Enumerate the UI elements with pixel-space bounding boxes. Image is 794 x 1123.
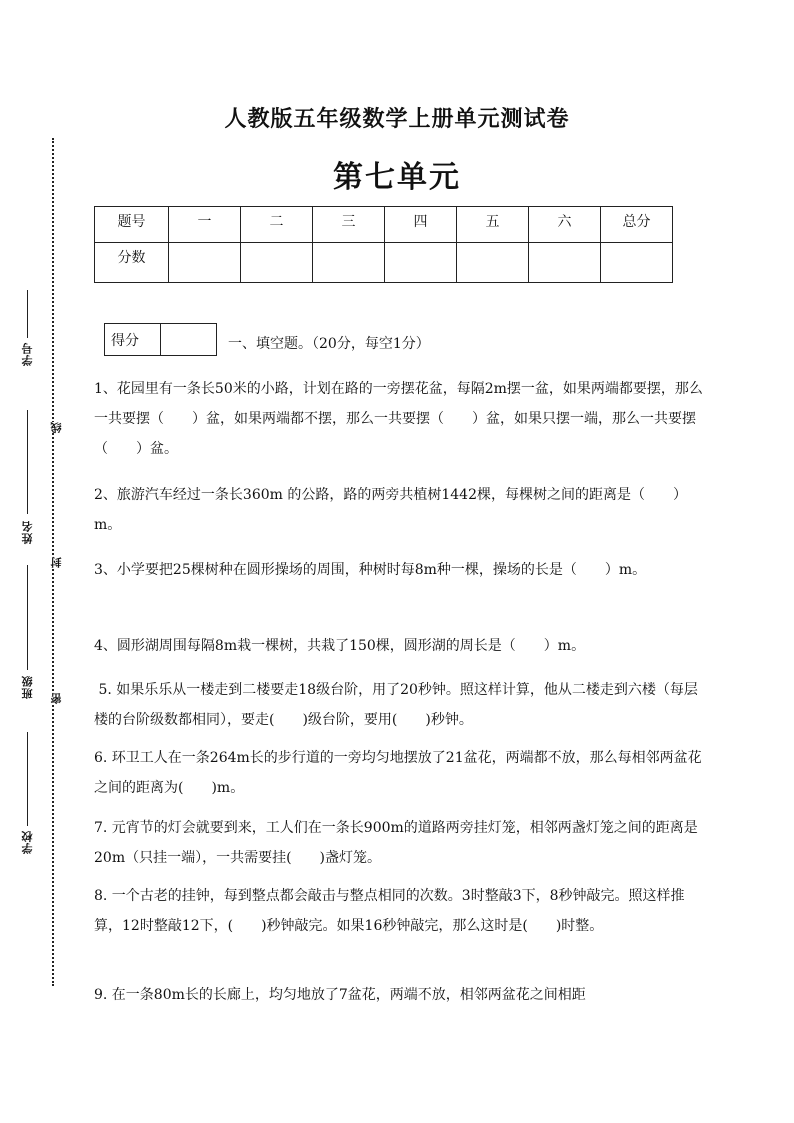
student-id-label: 学号 bbox=[21, 342, 34, 366]
page-title: 人教版五年级数学上册单元测试卷 bbox=[224, 106, 570, 132]
score-blank-cell[interactable] bbox=[169, 243, 241, 283]
score-blank-cell[interactable] bbox=[313, 243, 385, 283]
section-score-blank[interactable] bbox=[161, 324, 217, 356]
question-7: 7. 元宵节的灯会就要到来，工人们在一条长900m的道路两旁挂灯笼，相邻两盏灯笼之间的距离是20m（只挂一端），一共需要挂( )盏灯笼。 bbox=[94, 820, 698, 866]
score-blank-cell[interactable] bbox=[457, 243, 529, 283]
student-id-line bbox=[27, 290, 28, 338]
seal-char-line: 线 bbox=[50, 422, 63, 433]
score-blank-cell[interactable] bbox=[241, 243, 313, 283]
question-9: 9. 在一条80m长的长廊上，均匀地放了7盆花，两端不放，相邻两盆花之间相距 bbox=[94, 987, 586, 1003]
question-2: 2、旅游汽车经过一条长360m 的公路，路的两旁共植树1442棵，每棵树之间的距离是（ ）m。 bbox=[94, 487, 687, 533]
section-score-box bbox=[104, 323, 217, 356]
score-table-header-row bbox=[95, 207, 673, 243]
name-label: 姓名 bbox=[21, 520, 34, 544]
score-table-cell: 五 bbox=[457, 207, 529, 243]
score-table-cell: 二 bbox=[241, 207, 313, 243]
question-3: 3、小学要把25棵树种在圆形操场的周围，种树时每8m种一棵，操场的长是（ ）m。 bbox=[94, 562, 647, 578]
school-label: 学校 bbox=[21, 830, 34, 854]
question-6: 6. 环卫工人在一条264m长的步行道的一旁均匀地摆放了21盆花，两端都不放，那么每相邻两盆花之间的距离为( )m。 bbox=[94, 750, 702, 796]
score-table-cell: 四 bbox=[385, 207, 457, 243]
score-blank-cell[interactable] bbox=[385, 243, 457, 283]
question-8: 8. 一个古老的挂钟，每到整点都会敲击与整点相同的次数。3时整敲3下，8秒钟敲完。照这样推算，12时整敲12下，( )秒钟敲完。如果16秒钟敲完，那么这时是( )时整。 bbox=[94, 888, 685, 934]
unit-subtitle: 第七单元 bbox=[333, 160, 461, 195]
score-table-cell: 三 bbox=[313, 207, 385, 243]
name-line bbox=[27, 410, 28, 514]
question-4: 4、圆形湖周围每隔8m栽一棵树，共栽了150棵，圆形湖的周长是（ ）m。 bbox=[94, 638, 586, 654]
score-table-cell: 一 bbox=[169, 207, 241, 243]
score-table-score-row bbox=[95, 243, 673, 283]
score-table-cell: 总分 bbox=[601, 207, 673, 243]
section-score-label: 得分 bbox=[105, 324, 161, 356]
seal-char-seal: 封 bbox=[50, 557, 63, 568]
school-line bbox=[27, 732, 28, 826]
class-line bbox=[27, 565, 28, 670]
score-table-cell: 六 bbox=[529, 207, 601, 243]
class-label: 班级 bbox=[21, 675, 34, 699]
score-table-cell: 题号 bbox=[95, 207, 169, 243]
question-1: 1、花园里有一条长50米的小路，计划在路的一旁摆花盆，每隔2m摆一盆，如果两端都要摆，那么一共要摆（ ）盆，如果两端都不摆，那么一共要摆（ ）盆，如果只摆一端，那么一共要摆（ ）盆。 bbox=[94, 381, 703, 457]
question-5: 5. 如果乐乐从一楼走到二楼要走18级台阶，用了20秒钟。照这样计算，他从二楼走到六楼（每层楼的台阶级数都相同），要走( )级台阶，要用( )秒钟。 bbox=[94, 682, 698, 728]
score-blank-cell[interactable] bbox=[601, 243, 673, 283]
score-blank-cell[interactable] bbox=[529, 243, 601, 283]
seal-char-secret: 密 bbox=[50, 693, 63, 704]
section-heading: 一、填空题。（20分，每空1分） bbox=[228, 336, 430, 352]
score-table-cell: 分数 bbox=[95, 243, 169, 283]
score-table bbox=[94, 206, 673, 283]
